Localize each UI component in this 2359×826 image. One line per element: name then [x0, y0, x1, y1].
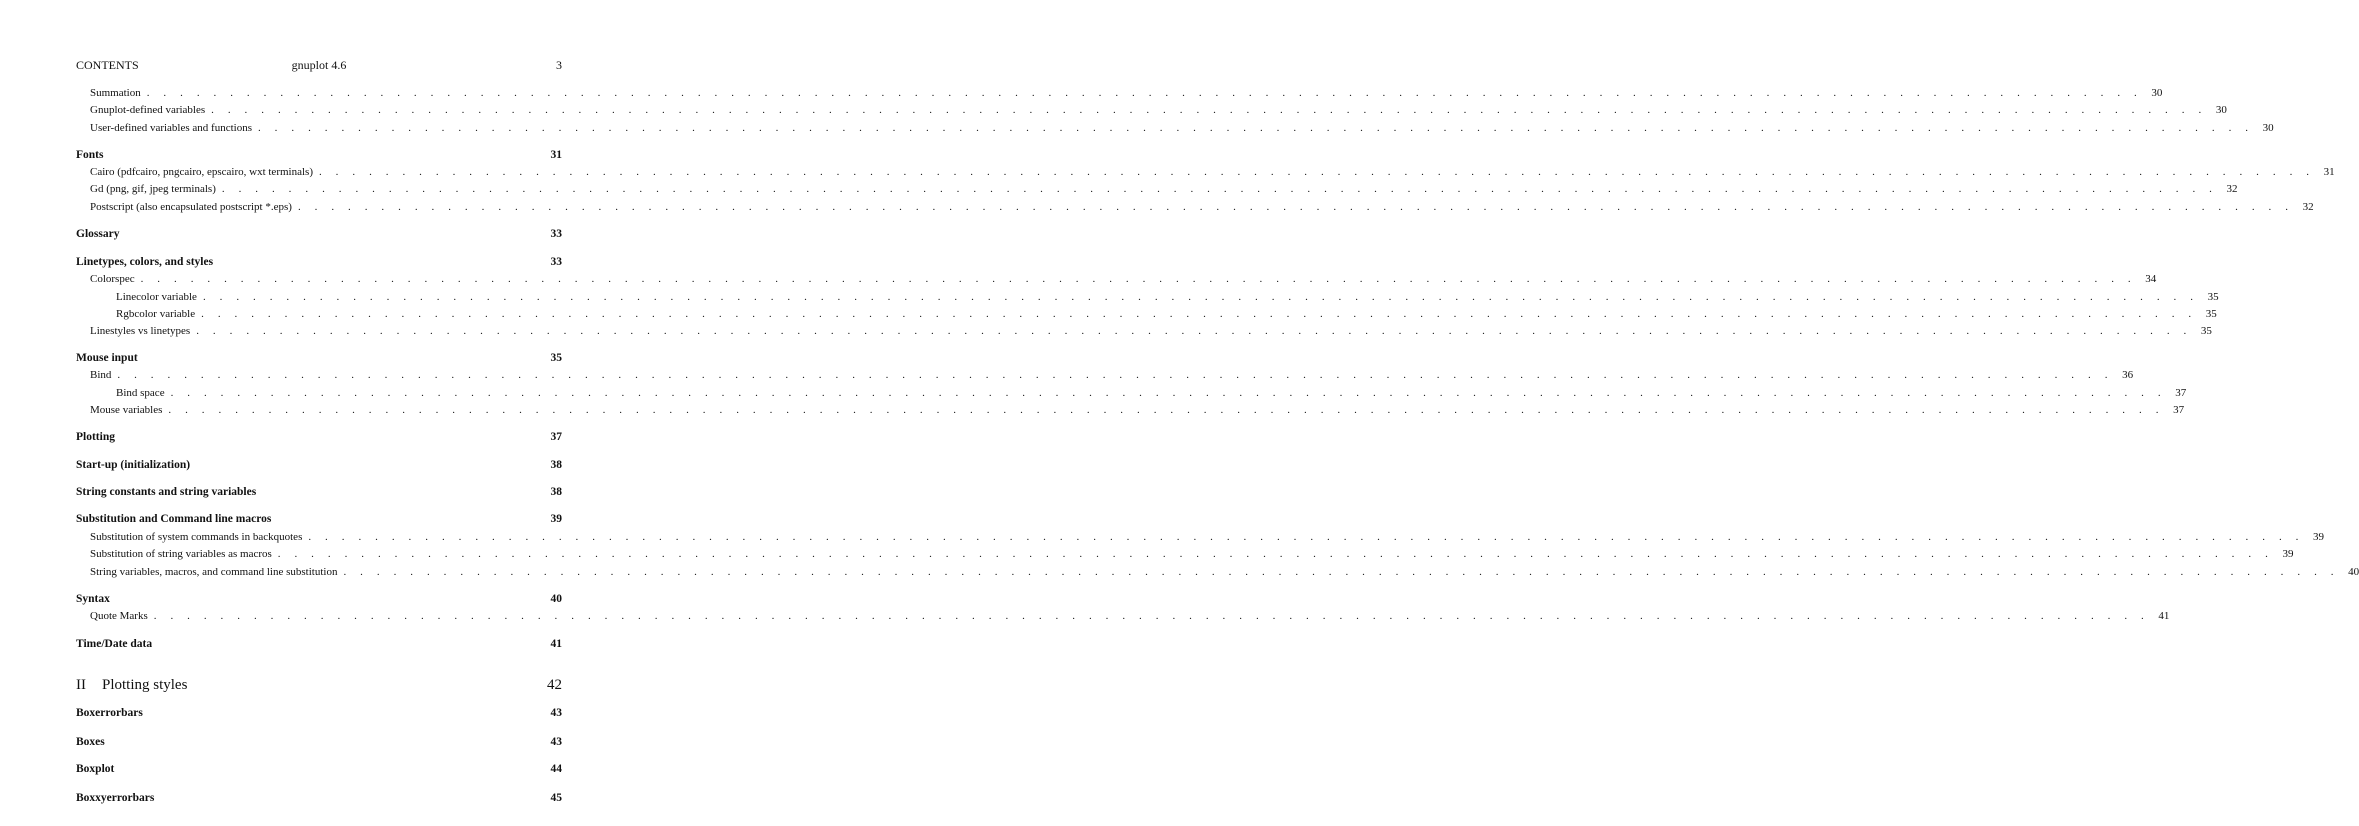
toc-page-number: 43	[550, 736, 562, 748]
toc-chapter-title: Boxxyerrorbars	[76, 792, 155, 804]
toc-page-number: 35	[2205, 308, 2217, 320]
toc-section-title: Linecolor variable	[116, 291, 197, 303]
toc-chapter-entry[interactable]	[76, 736, 562, 752]
toc-page-number: 39	[2313, 531, 2325, 543]
toc-section-entry[interactable]	[76, 404, 2185, 420]
toc-page-number: 42	[547, 677, 562, 693]
header-section-label: CONTENTS	[76, 58, 139, 72]
toc-chapter-title: Start-up (initialization)	[76, 459, 191, 471]
toc-page-number: 35	[2207, 291, 2219, 303]
toc-section-title: Substitution of string variables as macros	[90, 548, 272, 560]
toc-page-number: 32	[2226, 183, 2238, 195]
toc-page-number: 33	[550, 256, 562, 268]
toc-page-number: 44	[550, 763, 562, 775]
toc-dot-leader: . . . . . . . . . . . . . . . . . . . . . . . . . . . . . . . . . . . . . . . . . . . . . . . . . . . . . . . . . . . . . . . . . . . . . . . . . . . . . . . . . . . . . . . . . . . . . . . . . . . . . . . . . . . . . . . . . . . . . . . .	[308, 531, 2305, 543]
toc-section-title: Postscript (also encapsulated postscript *.eps)	[90, 201, 292, 213]
toc-chapter-title: Boxplot	[76, 763, 115, 775]
toc-chapter-title: String constants and string variables	[76, 486, 257, 498]
toc-page-number: 35	[2200, 325, 2212, 337]
toc-page-number: 39	[2282, 548, 2294, 560]
toc-section-title: Gd (png, gif, jpeg terminals)	[90, 183, 216, 195]
toc-page-number: 38	[550, 459, 562, 471]
toc-section-title: Rgbcolor variable	[116, 308, 196, 320]
toc-dot-leader: . . . . . . . . . . . . . . . . . . . . . . . . . . . . . . . . . . . . . . . . . . . . . . . . . . . . . . . . . . . . . . . . . . . . . . . . . . . . . . . . . . . . . . . . . . . . . . . . . . . . . . . . . . . . . . . . . . . . . . . .	[221, 183, 2218, 195]
toc-chapter-title: Plotting	[76, 431, 115, 443]
toc-chapter-entry[interactable]	[76, 228, 562, 244]
toc-section-title: Substitution of system commands in backquotes	[90, 531, 303, 543]
toc-section-entry[interactable]	[76, 201, 2314, 217]
toc-section-entry[interactable]	[76, 183, 2238, 199]
toc-chapter-entry[interactable]	[76, 459, 562, 475]
toc-section-entry[interactable]	[76, 387, 2187, 403]
toc-page-number: 40	[550, 593, 562, 605]
toc-dot-leader: . . . . . . . . . . . . . . . . . . . . . . . . . . . . . . . . . . . . . . . . . . . . . . . . . . . . . . . . . . . . . . . . . . . . . . . . . . . . . . . . . . . . . . . . . . . . . . . . . . . . . . . . . . . . . . . . . . . . . . . .	[140, 273, 2137, 285]
toc-section-title: Bind	[90, 369, 112, 381]
toc-chapter-title: Mouse input	[76, 352, 138, 364]
toc-chapter-entry[interactable]	[76, 593, 562, 609]
toc-page-number: 41	[2158, 610, 2170, 622]
toc-dot-leader: . . . . . . . . . . . . . . . . . . . . . . . . . . . . . . . . . . . . . . . . . . . . . . . . . . . . . . . . . . . . . . . . . . . . . . . . . . . . . . . . . . . . . . . . . . . . . . . . . . . . . . . . . . . . . . . . . . . . . . . .	[117, 369, 2114, 381]
toc-dot-leader: . . . . . . . . . . . . . . . . . . . . . . . . . . . . . . . . . . . . . . . . . . . . . . . . . . . . . . . . . . . . . . . . . . . . . . . . . . . . . . . . . . . . . . . . . . . . . . . . . . . . . . . . . . . . . . . . . . . . . . . .	[343, 566, 2340, 578]
toc-chapter-entry[interactable]	[76, 792, 562, 808]
toc-chapter-entry[interactable]	[76, 707, 562, 723]
toc-section-title: Gnuplot-defined variables	[90, 104, 206, 116]
toc-dot-leader: . . . . . . . . . . . . . . . . . . . . . . . . . . . . . . . . . . . . . . . . . . . . . . . . . . . . . . . . . . . . . . . . . . . . . . . . . . . . . . . . . . . . . . . . . . . . . . . . . . . . . . . . . . . . . . . . . . . . . . . .	[168, 404, 2165, 416]
toc-section-entry[interactable]	[76, 610, 2170, 626]
toc-chapter-entry[interactable]	[76, 149, 562, 165]
toc-chapter-title: Glossary	[76, 228, 120, 240]
toc-chapter-entry[interactable]	[76, 431, 562, 447]
toc-chapter-entry[interactable]	[76, 352, 562, 368]
toc-part-entry[interactable]	[76, 677, 562, 693]
toc-page-number: 38	[550, 486, 562, 498]
toc-chapter-entry[interactable]	[76, 638, 562, 654]
toc-page-number: 30	[2215, 104, 2227, 116]
toc-section-entry[interactable]	[76, 273, 2157, 289]
toc-page-number: 45	[550, 792, 562, 804]
toc-page-number: 37	[2173, 404, 2185, 416]
toc-section-entry[interactable]	[76, 369, 2134, 385]
toc-section-entry[interactable]	[76, 308, 2217, 324]
toc-dot-leader: . . . . . . . . . . . . . . . . . . . . . . . . . . . . . . . . . . . . . . . . . . . . . . . . . . . . . . . . . . . . . . . . . . . . . . . . . . . . . . . . . . . . . . . . . . . . . . . . . . . . . . . . . . . . . . . . . . . . . . . .	[201, 308, 2197, 320]
toc-page-number: 30	[2151, 87, 2163, 99]
toc-dot-leader: . . . . . . . . . . . . . . . . . . . . . . . . . . . . . . . . . . . . . . . . . . . . . . . . . . . . . . . . . . . . . . . . . . . . . . . . . . . . . . . . . . . . . . . . . . . . . . . . . . . . . . . . . . . . . . . . . . . . . . . .	[277, 548, 2274, 560]
toc-page-number: 35	[550, 352, 562, 364]
toc-section-title: Colorspec	[90, 273, 135, 285]
toc-dot-leader: . . . . . . . . . . . . . . . . . . . . . . . . . . . . . . . . . . . . . . . . . . . . . . . . . . . . . . . . . . . . . . . . . . . . . . . . . . . . . . . . . . . . . . . . . . . . . . . . . . . . . . . . . . . . . . . . . . . . . . . .	[196, 325, 2192, 337]
toc-part-heading	[76, 677, 187, 694]
toc-chapter-entry[interactable]	[76, 486, 562, 502]
toc-part-number: II	[76, 677, 86, 693]
toc-page-number: 37	[2175, 387, 2187, 399]
toc-page-number: 33	[550, 228, 562, 240]
toc-chapter-title: Linetypes, colors, and styles	[76, 256, 214, 268]
toc-page-number: 41	[550, 638, 562, 650]
toc-section-title: Mouse variables	[90, 404, 163, 416]
toc-chapter-entry[interactable]	[76, 513, 562, 529]
toc-dot-leader: . . . . . . . . . . . . . . . . . . . . . . . . . . . . . . . . . . . . . . . . . . . . . . . . . . . . . . . . . . . . . . . . . . . . . . . . . . . . . . . . . . . . . . . . . . . . . . . . . . . . . . . . . . . . . . . . . . . . . . . .	[146, 87, 2143, 99]
toc-section-entry[interactable]	[76, 104, 2227, 120]
toc-section-title: Summation	[90, 87, 141, 99]
header-title: gnuplot 4.6	[291, 58, 347, 72]
header-page-number: 3	[556, 58, 562, 72]
toc-section-entry[interactable]	[76, 548, 2294, 564]
toc-chapter-title: Fonts	[76, 149, 104, 161]
toc-section-title: Bind space	[116, 387, 165, 399]
toc-chapter-title: Boxes	[76, 736, 105, 748]
toc-section-entry[interactable]	[76, 291, 2219, 307]
toc-dot-leader: . . . . . . . . . . . . . . . . . . . . . . . . . . . . . . . . . . . . . . . . . . . . . . . . . . . . . . . . . . . . . . . . . . . . . . . . . . . . . . . . . . . . . . . . . . . . . . . . . . . . . . . . . . . . . . . . . . . . . . . .	[211, 104, 2207, 116]
toc-chapter-title: Syntax	[76, 593, 110, 605]
toc-page-number: 43	[550, 707, 562, 719]
toc-page-number: 40	[2348, 566, 2359, 578]
toc-section-entry[interactable]	[76, 166, 2335, 182]
toc-page-number: 37	[550, 431, 562, 443]
toc-section-title: Cairo (pdfcairo, pngcairo, epscairo, wxt terminals)	[90, 166, 313, 178]
toc-part-title: Plotting styles	[102, 677, 188, 693]
toc-section-entry[interactable]	[76, 531, 2325, 547]
toc-section-title: String variables, macros, and command line substitution	[90, 566, 338, 578]
toc-dot-leader: . . . . . . . . . . . . . . . . . . . . . . . . . . . . . . . . . . . . . . . . . . . . . . . . . . . . . . . . . . . . . . . . . . . . . . . . . . . . . . . . . . . . . . . . . . . . . . . . . . . . . . . . . . . . . . . . . . . . . . . .	[170, 387, 2167, 399]
toc-page-number: 30	[2262, 122, 2274, 134]
toc-chapter-entry[interactable]	[76, 256, 562, 272]
toc-chapter-title: Time/Date data	[76, 638, 153, 650]
toc-chapter-title: Substitution and Command line macros	[76, 513, 272, 525]
toc-page-number: 32	[2302, 201, 2314, 213]
toc-dot-leader: . . . . . . . . . . . . . . . . . . . . . . . . . . . . . . . . . . . . . . . . . . . . . . . . . . . . . . . . . . . . . . . . . . . . . . . . . . . . . . . . . . . . . . . . . . . . . . . . . . . . . . . . . . . . . . . . . . . . . . . .	[153, 610, 2150, 622]
toc-page-number: 34	[2145, 273, 2157, 285]
toc-section-entry[interactable]	[76, 566, 2359, 582]
toc-page-number: 31	[550, 149, 562, 161]
toc-section-title: Quote Marks	[90, 610, 148, 622]
toc-dot-leader: . . . . . . . . . . . . . . . . . . . . . . . . . . . . . . . . . . . . . . . . . . . . . . . . . . . . . . . . . . . . . . . . . . . . . . . . . . . . . . . . . . . . . . . . . . . . . . . . . . . . . . . . . . . . . . . . . . . . . . . .	[257, 122, 2254, 134]
toc-section-title: Linestyles vs linetypes	[90, 325, 191, 337]
toc-section-entry[interactable]	[76, 122, 2274, 138]
toc-page-number: 31	[2323, 166, 2335, 178]
toc-section-title: User-defined variables and functions	[90, 122, 252, 134]
toc-chapter-title: Boxerrorbars	[76, 707, 143, 719]
toc-page-number: 39	[550, 513, 562, 525]
toc-dot-leader: . . . . . . . . . . . . . . . . . . . . . . . . . . . . . . . . . . . . . . . . . . . . . . . . . . . . . . . . . . . . . . . . . . . . . . . . . . . . . . . . . . . . . . . . . . . . . . . . . . . . . . . . . . . . . . . . . . . . . . . .	[297, 201, 2294, 213]
toc-page-number: 36	[2122, 369, 2134, 381]
toc-dot-leader: . . . . . . . . . . . . . . . . . . . . . . . . . . . . . . . . . . . . . . . . . . . . . . . . . . . . . . . . . . . . . . . . . . . . . . . . . . . . . . . . . . . . . . . . . . . . . . . . . . . . . . . . . . . . . . . . . . . . . . . .	[318, 166, 2315, 178]
toc-section-entry[interactable]	[76, 87, 2163, 103]
toc-dot-leader: . . . . . . . . . . . . . . . . . . . . . . . . . . . . . . . . . . . . . . . . . . . . . . . . . . . . . . . . . . . . . . . . . . . . . . . . . . . . . . . . . . . . . . . . . . . . . . . . . . . . . . . . . . . . . . . . . . . . . . . .	[202, 291, 2199, 303]
toc-chapter-entry[interactable]	[76, 763, 562, 779]
toc-section-entry[interactable]	[76, 325, 2212, 341]
running-header	[76, 58, 562, 74]
